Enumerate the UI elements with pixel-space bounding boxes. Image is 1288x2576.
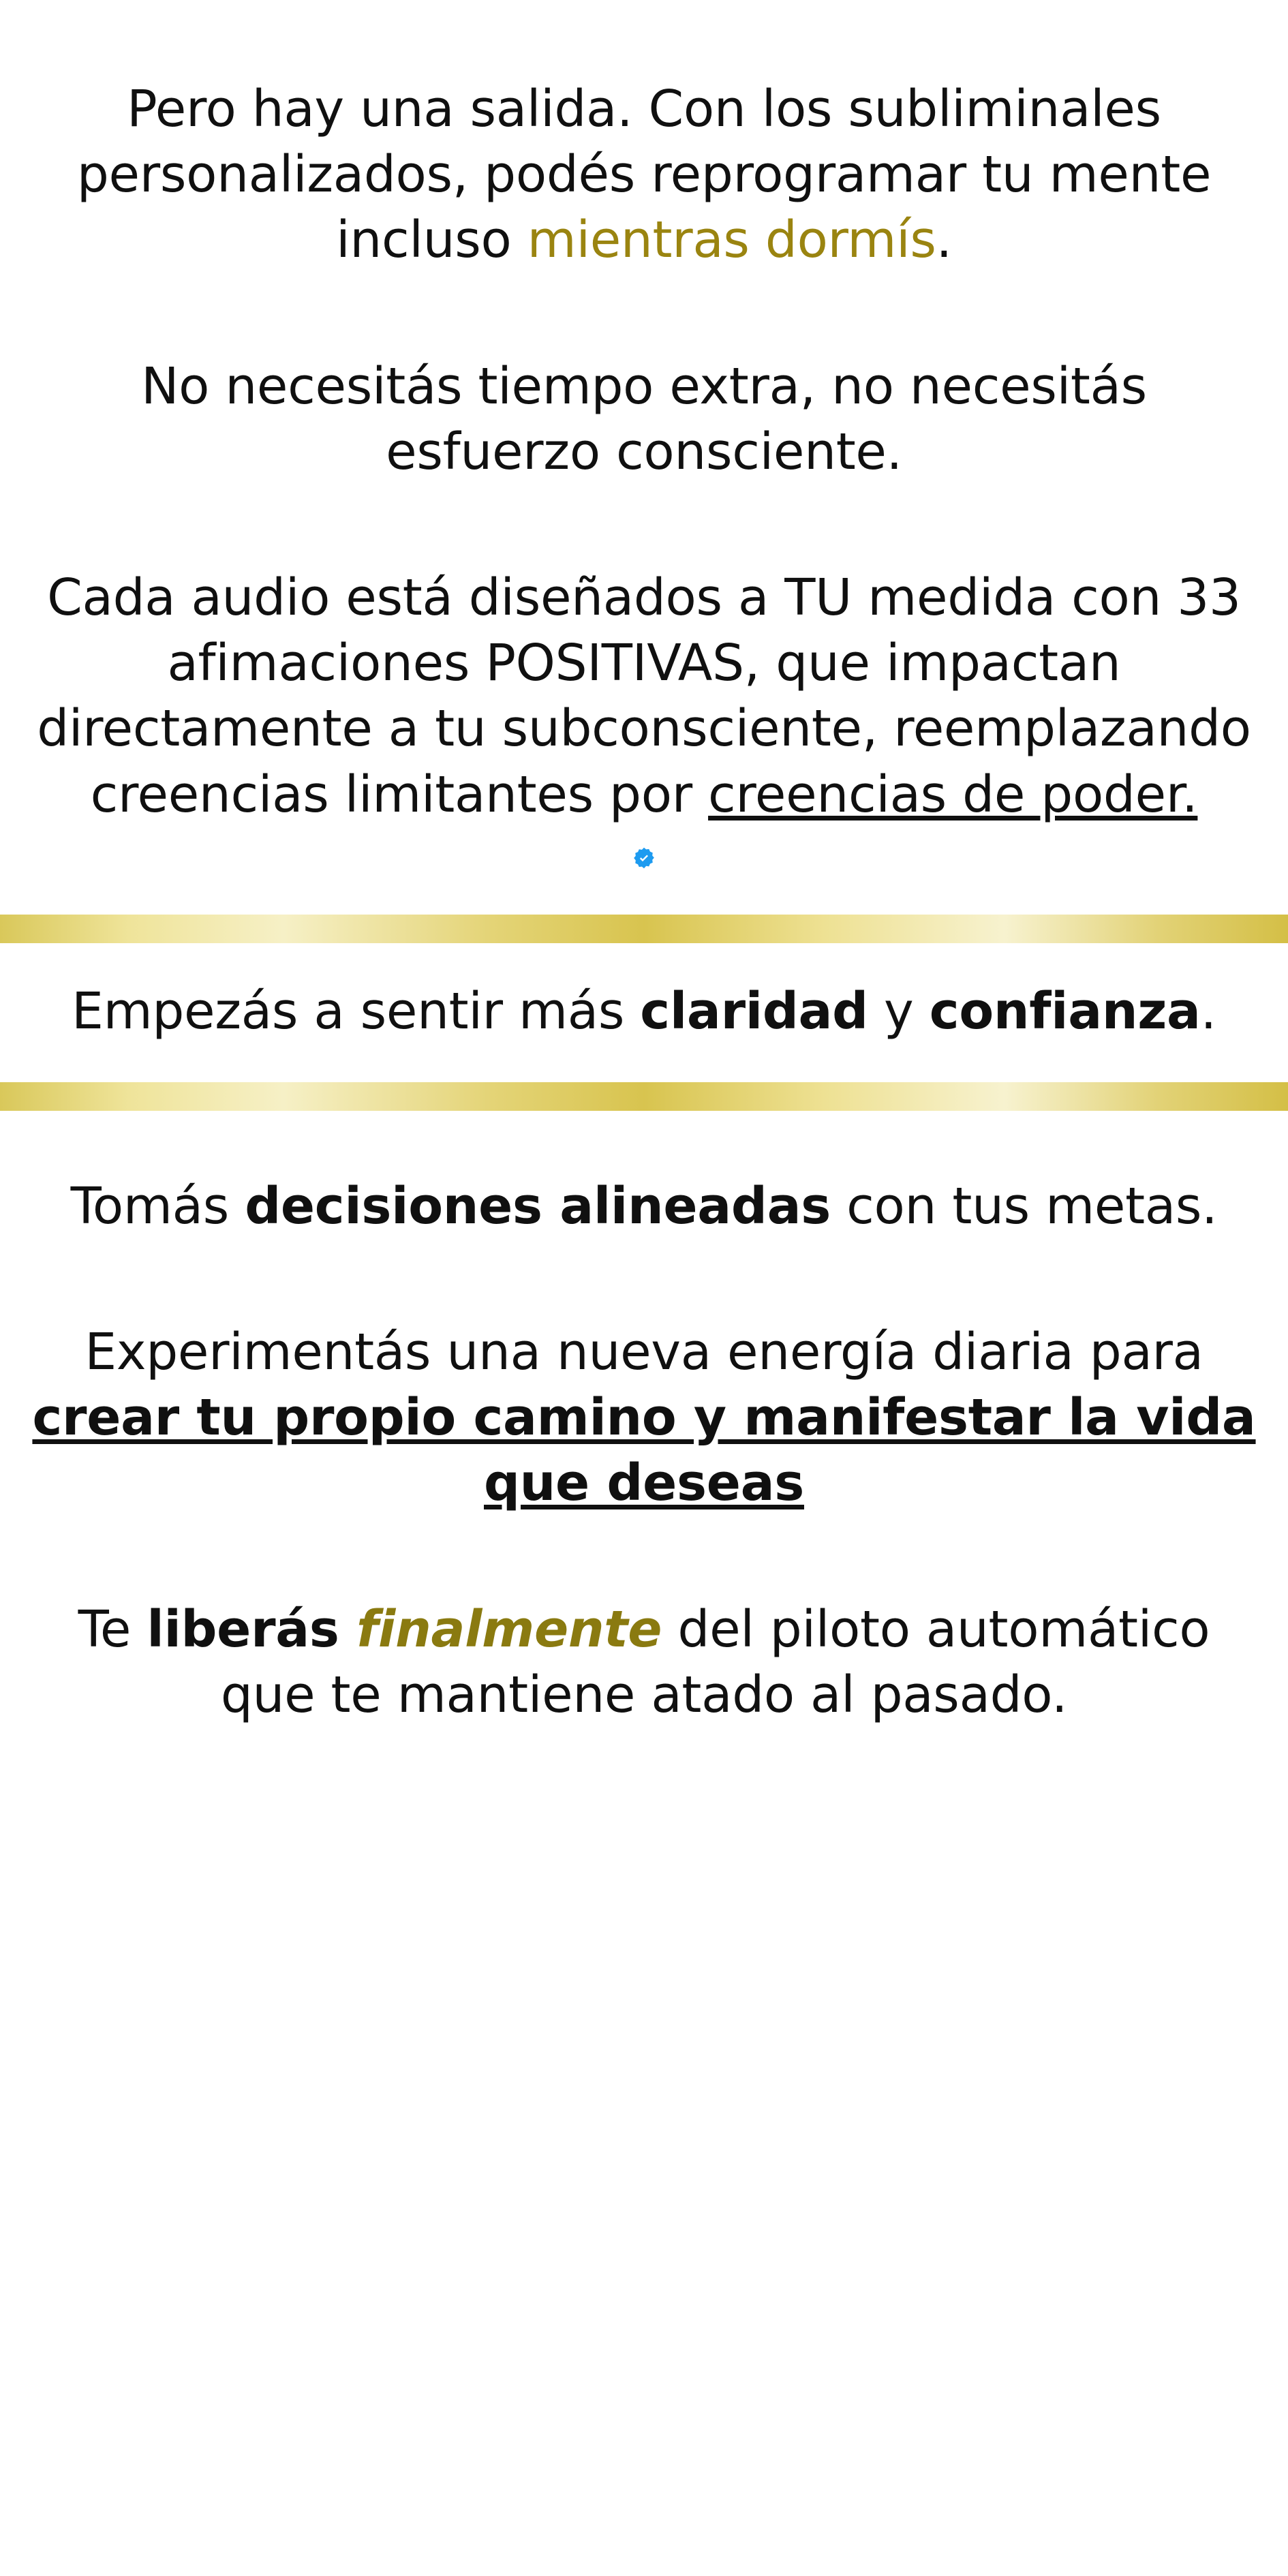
text-salida-part1: Pero hay una salida. Con los subliminales personalizados, podés reprogramar tu mente incluso bbox=[76, 80, 1212, 270]
paragraph-piloto bbox=[0, 1597, 1288, 1728]
text-claridad-period: . bbox=[1200, 981, 1216, 1041]
text-afirmaciones-part1: Cada audio está diseñados a TU medida con 33 afimaciones POSITIVAS, que impactan directamente a tu subconsciente, reemplazando creencias limitantes por bbox=[37, 568, 1251, 824]
text-piloto-part2: del piloto automático que te mantiene atado al pasado. bbox=[220, 1599, 1210, 1724]
highlight-band-claridad bbox=[0, 943, 1288, 1082]
paragraph-decisiones bbox=[0, 1174, 1288, 1239]
text-salida-period: . bbox=[936, 211, 952, 270]
text-confianza: confianza bbox=[929, 981, 1201, 1041]
text-creencias-de-poder: creencias de poder. bbox=[708, 765, 1198, 824]
spacer-5 bbox=[0, 1239, 1288, 1319]
gold-divider-top bbox=[0, 915, 1288, 943]
paragraph-energia bbox=[0, 1319, 1288, 1516]
spacer-2 bbox=[0, 485, 1288, 565]
paragraph-afirmaciones bbox=[0, 565, 1288, 827]
paragraph-sin-esfuerzo bbox=[0, 354, 1288, 485]
text-crear-camino: crear tu propio camino y manifestar la vida que deseas bbox=[32, 1388, 1256, 1513]
spacer-6 bbox=[0, 1516, 1288, 1597]
text-sin-esfuerzo: No necesitás tiempo extra, no necesitás esfuerzo consciente. bbox=[141, 356, 1147, 481]
text-claridad-part1: Empezás a sentir más bbox=[72, 981, 641, 1041]
text-piloto-part1: Te bbox=[78, 1599, 147, 1659]
verified-badge-icon bbox=[632, 846, 656, 870]
text-mientras-dormis: mientras dormís bbox=[527, 211, 936, 270]
text-claridad: claridad bbox=[640, 981, 868, 1041]
text-energia-part1: Experimentás una nueva energía diaria para bbox=[85, 1323, 1203, 1382]
paragraph-salida bbox=[0, 76, 1288, 273]
text-claridad-y: y bbox=[868, 981, 930, 1041]
text-liberas: liberás bbox=[147, 1599, 357, 1659]
gold-divider-bottom bbox=[0, 1082, 1288, 1111]
spacer-4 bbox=[0, 1111, 1288, 1174]
text-finalmente: finalmente bbox=[356, 1599, 662, 1659]
text-decisiones-part1: Tomás bbox=[70, 1176, 245, 1236]
text-decisiones-part2: con tus metas. bbox=[830, 1176, 1218, 1236]
top-spacer bbox=[0, 0, 1288, 76]
badge-row bbox=[0, 842, 1288, 874]
spacer-1 bbox=[0, 273, 1288, 354]
spacer-3 bbox=[0, 874, 1288, 915]
text-decisiones-alineadas: decisiones alineadas bbox=[245, 1176, 831, 1236]
paragraph-claridad bbox=[27, 979, 1261, 1044]
